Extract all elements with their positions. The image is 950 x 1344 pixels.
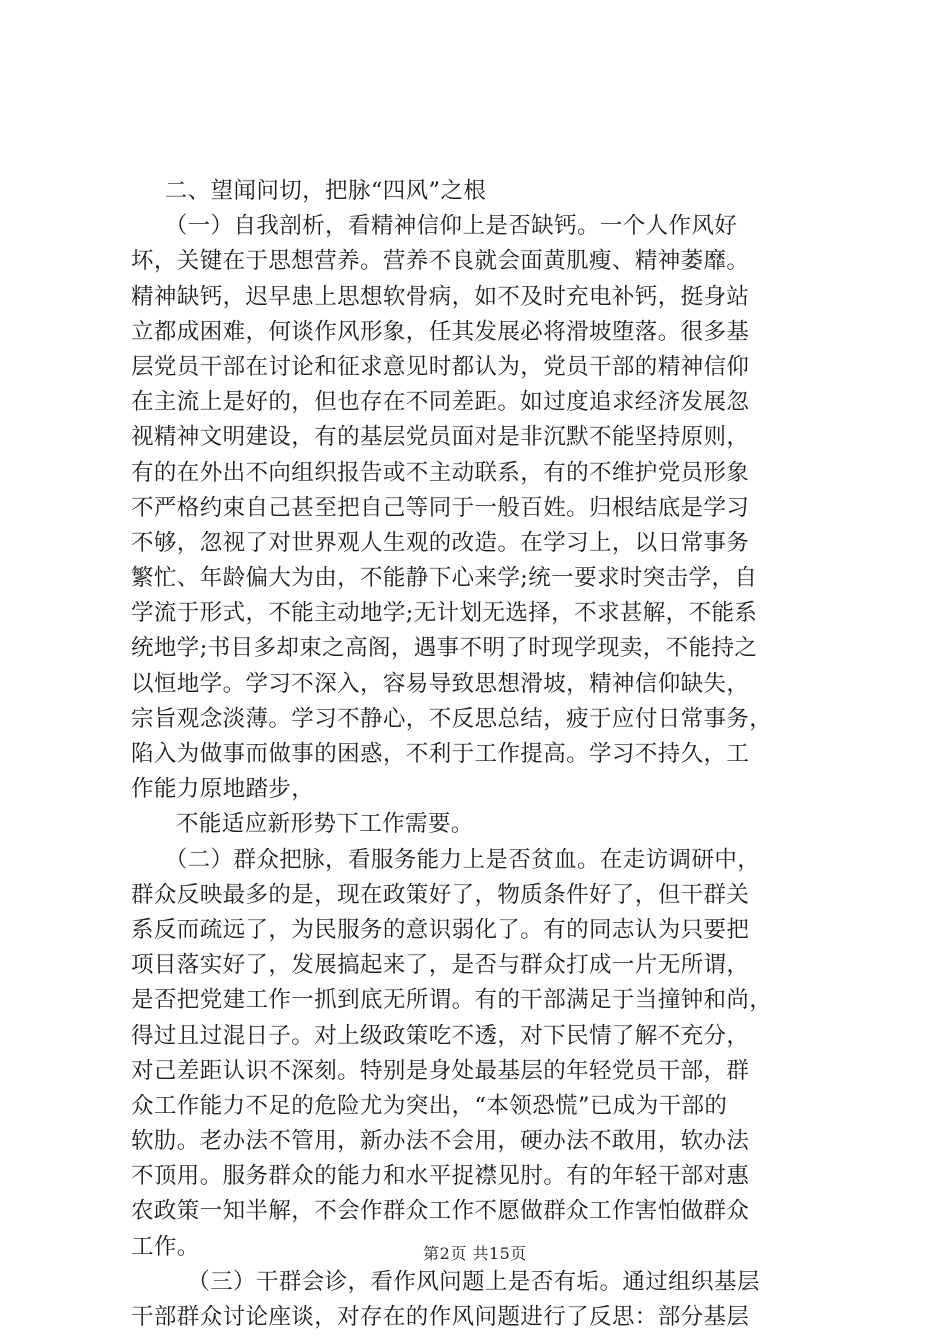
text-line: 不严格约束自己甚至把自己等同于一般百姓。归根结底是学习 [131,494,750,521]
text-line: 学流于形式，不能主动地学;无计划无选择，不求甚解，不能系 [131,600,758,627]
text-line: 农政策一知半解，不会作群众工作不愿做群众工作害怕做群众 [131,1198,750,1225]
text-line: 工作。 [131,1233,200,1260]
text-line: 宗旨观念淡薄。学习不静心，不反思总结，疲于应付日常事务， [131,705,773,732]
text-line: 坏，关键在于思想营养。营养不良就会面黄肌瘦、精神萎靡。 [131,248,750,275]
text-line: 软肋。老办法不管用，新办法不会用，硬办法不敢用，软办法 [131,1128,750,1155]
text-line: 立都成困难，何谈作风形象，任其发展必将滑坡堕落。很多基 [131,318,750,345]
text-line: 陷入为做事而做事的困惑，不利于工作提高。学习不持久，工 [131,741,750,767]
text-line: （一）自我剖析，看精神信仰上是否缺钙。一个人作风好 [164,213,738,240]
text-line: 群众反映最多的是，现在政策好了，物质条件好了，但干群关 [131,881,750,908]
text-line: 统地学;书目多却束之高阁，遇事不明了时现学现卖，不能持之 [131,635,758,662]
text-line: 视精神文明建设，有的基层党员面对是非沉默不能坚持原则， [131,424,750,451]
text-line: 得过且过混日子。对上级政策吃不透，对下民情了解不充分， [131,1022,750,1049]
text-line: 项目落实好了，发展搞起来了，是否与群众打成一片无所谓， [131,952,750,979]
text-line: 对己差距认识不深刻。特别是身处最基层的年轻党员干部，群 [131,1057,750,1084]
text-line: 众工作能力不足的危险尤为突出，“本领恐慌”已成为干部的 [131,1092,728,1119]
text-line: 精神缺钙，迟早患上思想软骨病，如不及时充电补钙，挺身站 [131,283,750,310]
text-line: 不能适应新形势下工作需要。 [176,811,474,838]
text-line: 繁忙、年龄偏大为由，不能静下心来学;统一要求时突击学，自 [131,565,758,592]
text-line: 是否把党建工作一抓到底无所谓。有的干部满足于当撞钟和尚， [131,987,773,1014]
text-line: 二、望闻问切，把脉“四风”之根 [164,178,487,204]
text-line: 不顶用。服务群众的能力和水平捉襟见肘。有的年轻干部对惠 [131,1163,750,1190]
text-line: 在主流上是好的，但也存在不同差距。如过度追求经济发展忽 [131,389,750,416]
document-body [131,174,831,1335]
text-line: 不够，忽视了对世界观人生观的改造。在学习上，以日常事务 [131,529,750,556]
text-line: （二）群众把脉，看服务能力上是否贫血。在走访调研中， [164,846,761,873]
text-line: 干部群众讨论座谈，对存在的作风问题进行了反思：部分基层 [131,1304,750,1330]
text-line: 以恒地学。学习不深入，容易导致思想滑坡，精神信仰缺失， [131,670,750,697]
text-line: 作能力原地踏步， [131,776,315,803]
text-line: 有的在外出不向组织报告或不主动联系，有的不维护党员形象 [131,459,750,486]
page-footer: 第2页 共15页 [423,1244,527,1263]
text-line: 系反而疏远了，为民服务的意识弱化了。有的同志认为只要把 [131,916,750,943]
text-line: （三）干群会诊，看作风问题上是否有垢。通过组织基层 [187,1268,760,1295]
text-line: 层党员干部在讨论和征求意见时都认为，党员干部的精神信仰 [131,353,750,380]
